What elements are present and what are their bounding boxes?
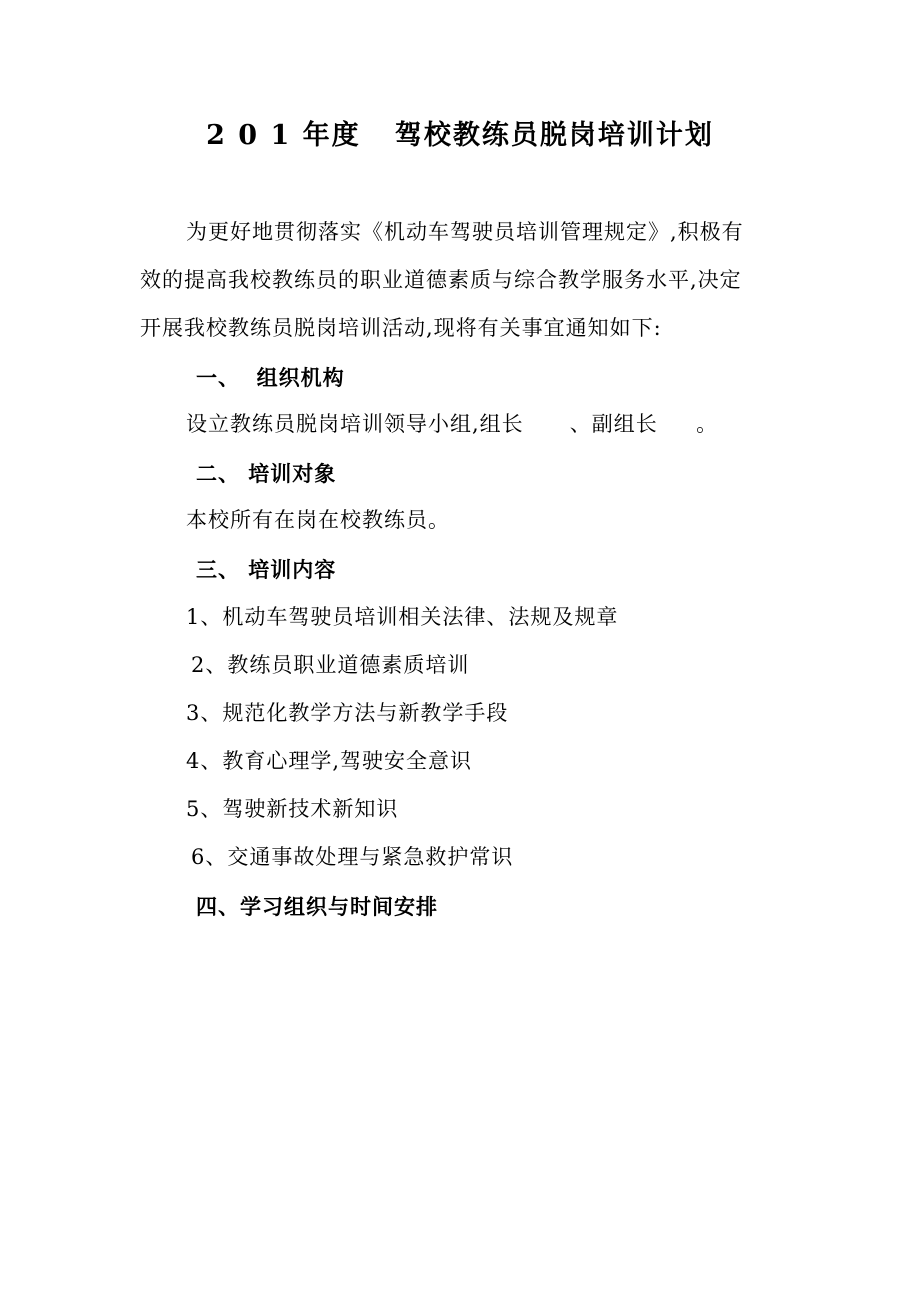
content-item-3: 3、规范化教学方法与新教学手段 [186, 701, 509, 725]
intro-line-1: 为更好地贯彻落实《机动车驾驶员培训管理规定》,积极有 [186, 220, 744, 244]
intro-line-2: 效的提高我校教练员的职业道德素质与综合教学服务水平,决定 [140, 268, 742, 292]
section-2-heading: 二、 培训对象 [196, 461, 337, 486]
content-item-2: 2、教练员职业道德素质培训 [191, 653, 470, 677]
content-item-1: 1、机动车驾驶员培训相关法律、法规及规章 [186, 605, 619, 629]
section-1-text: 设立教练员脱岗培训领导小组,组长 、副组长 。 [186, 412, 719, 436]
content-item-6: 6、交通事故处理与紧急救护常识 [191, 845, 514, 869]
intro-line-3: 开展我校教练员脱岗培训活动,现将有关事宜通知如下: [140, 316, 662, 340]
section-1-heading: 一、 组织机构 [196, 365, 345, 390]
content-item-4: 4、教育心理学,驾驶安全意识 [186, 749, 473, 773]
section-2-text: 本校所有在岗在校教练员。 [186, 508, 450, 532]
page-title: 2 0 1 年度 驾校教练员脱岗培训计划 [206, 120, 714, 151]
section-4-heading: 四、学习组织与时间安排 [196, 894, 438, 919]
content-item-5: 5、驾驶新技术新知识 [186, 797, 399, 821]
section-3-heading: 三、 培训内容 [196, 557, 337, 582]
